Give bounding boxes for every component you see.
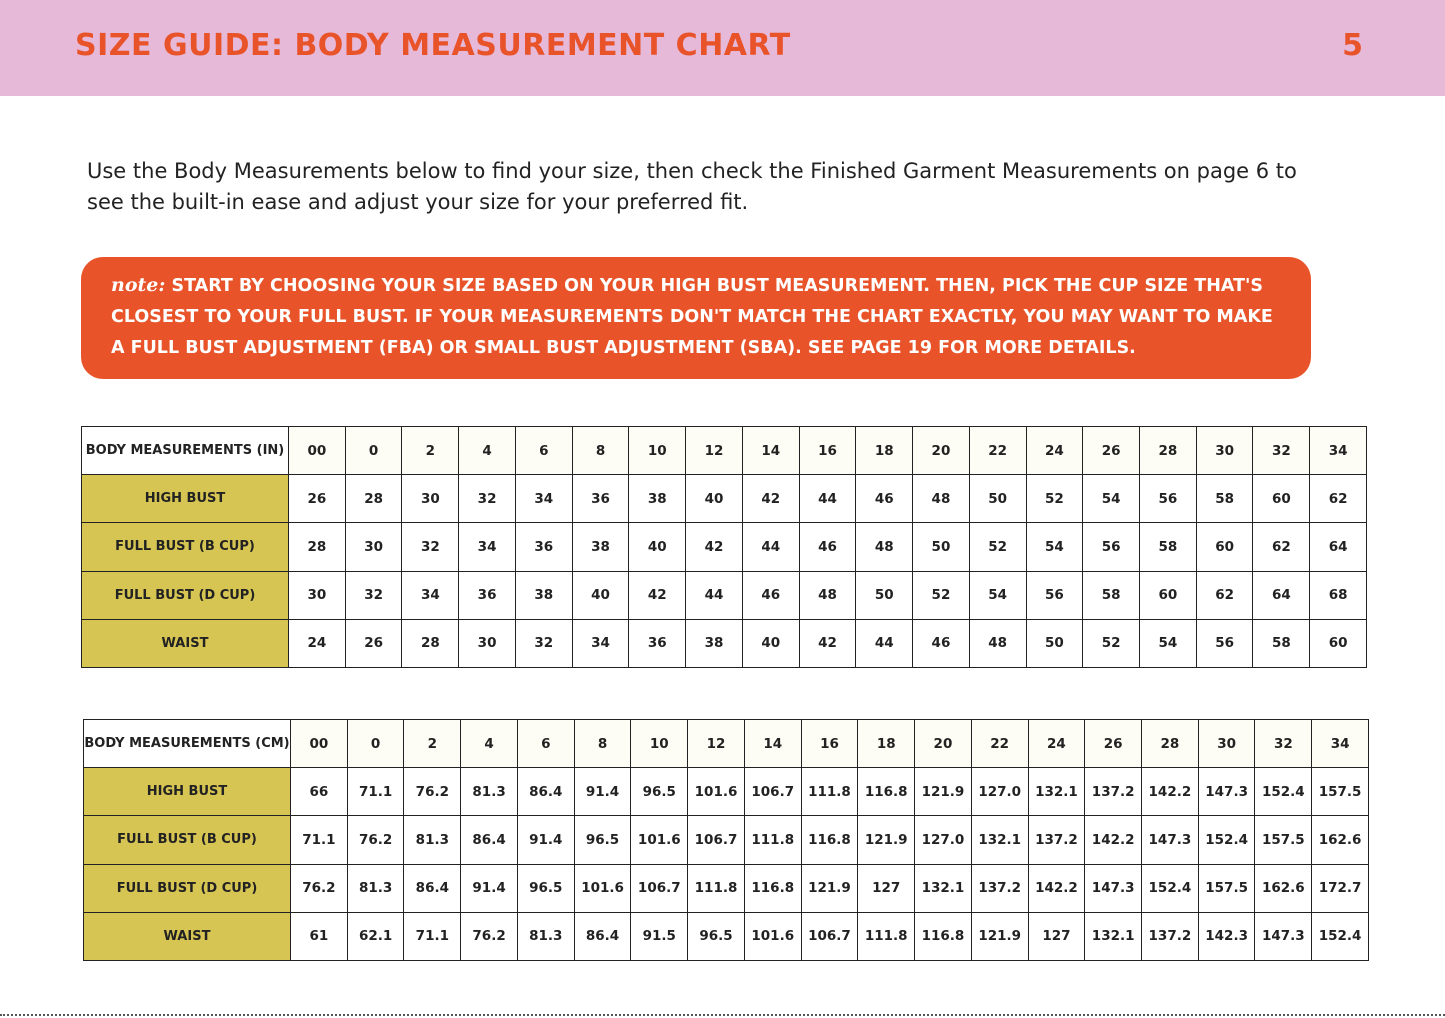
measurement-cell: 91.4 (461, 864, 518, 912)
measurement-cell: 106.7 (688, 816, 745, 864)
measurement-cell: 56 (1026, 571, 1083, 619)
measurement-cell: 56 (1140, 475, 1197, 523)
measurement-cell: 44 (856, 619, 913, 667)
measurement-cell: 111.8 (744, 816, 801, 864)
row-label: WAIST (84, 912, 291, 960)
measurement-cell: 28 (345, 475, 402, 523)
measurement-cell: 106.7 (631, 864, 688, 912)
measurement-cell: 86.4 (517, 768, 574, 816)
measurement-cell: 116.8 (744, 864, 801, 912)
measurement-cell: 62.1 (347, 912, 404, 960)
measurement-cell: 132.1 (971, 816, 1028, 864)
measurement-cell: 111.8 (858, 912, 915, 960)
measurement-cell: 52 (1026, 475, 1083, 523)
measurement-cell: 86.4 (574, 912, 631, 960)
measurement-cell: 76.2 (461, 912, 518, 960)
measurement-cell: 58 (1083, 571, 1140, 619)
page-header (0, 0, 1445, 96)
measurement-cell: 50 (856, 571, 913, 619)
measurement-cell: 54 (1083, 475, 1140, 523)
measurement-cell: 121.9 (801, 864, 858, 912)
row-label: FULL BUST (B CUP) (82, 523, 289, 571)
measurement-cell: 81.3 (461, 768, 518, 816)
measurement-cell: 91.5 (631, 912, 688, 960)
measurement-cell: 40 (742, 619, 799, 667)
measurement-cell: 54 (1026, 523, 1083, 571)
measurement-cell: 81.3 (347, 864, 404, 912)
measurement-cell: 30 (402, 475, 459, 523)
measurement-cell: 91.4 (517, 816, 574, 864)
size-header-cell: 2 (402, 427, 459, 475)
measurement-cell: 116.8 (858, 768, 915, 816)
measurement-cell: 62 (1253, 523, 1310, 571)
table-corner-label: BODY MEASUREMENTS (CM) (84, 720, 291, 768)
measurement-cell: 106.7 (744, 768, 801, 816)
measurement-cell: 81.3 (404, 816, 461, 864)
table-header-row (84, 720, 1369, 768)
measurement-cell: 30 (345, 523, 402, 571)
size-header-cell: 32 (1253, 427, 1310, 475)
size-header-cell: 30 (1196, 427, 1253, 475)
measurement-cell: 142.2 (1142, 768, 1199, 816)
measurement-cell: 71.1 (404, 912, 461, 960)
size-header-cell: 0 (347, 720, 404, 768)
measurement-cell: 36 (572, 475, 629, 523)
table-row (82, 475, 1367, 523)
measurement-cell: 96.5 (517, 864, 574, 912)
measurement-cell: 46 (856, 475, 913, 523)
size-header-cell: 00 (289, 427, 346, 475)
size-header-cell: 10 (631, 720, 688, 768)
table-row (82, 619, 1367, 667)
measurement-cell: 48 (913, 475, 970, 523)
size-header-cell: 8 (572, 427, 629, 475)
measurement-cell: 61 (291, 912, 348, 960)
measurement-cell: 152.4 (1142, 864, 1199, 912)
measurement-cell: 34 (572, 619, 629, 667)
measurement-cell: 52 (969, 523, 1026, 571)
measurement-cell: 132.1 (1028, 768, 1085, 816)
measurement-cell: 56 (1083, 523, 1140, 571)
measurement-cell: 142.3 (1198, 912, 1255, 960)
table-row (82, 523, 1367, 571)
measurement-cell: 121.9 (858, 816, 915, 864)
size-header-cell: 20 (913, 427, 970, 475)
measurement-cell: 38 (629, 475, 686, 523)
size-header-cell: 12 (686, 427, 743, 475)
measurement-cell: 111.8 (688, 864, 745, 912)
note-callout (81, 257, 1311, 379)
measurement-cell: 54 (969, 571, 1026, 619)
measurement-cell: 116.8 (801, 816, 858, 864)
measurement-cell: 71.1 (347, 768, 404, 816)
measurement-cell: 56 (1196, 619, 1253, 667)
measurement-cell: 62 (1196, 571, 1253, 619)
measurement-cell: 26 (345, 619, 402, 667)
measurement-cell: 132.1 (1085, 912, 1142, 960)
measurement-cell: 42 (629, 571, 686, 619)
measurement-cell: 101.6 (688, 768, 745, 816)
size-header-cell: 14 (744, 720, 801, 768)
size-header-cell: 18 (856, 427, 913, 475)
measurement-cell: 40 (686, 475, 743, 523)
measurement-cell: 60 (1310, 619, 1367, 667)
measurement-cell: 50 (1026, 619, 1083, 667)
measurement-cell: 62 (1310, 475, 1367, 523)
size-header-cell: 34 (1312, 720, 1369, 768)
measurement-cell: 81.3 (517, 912, 574, 960)
measurement-cell: 58 (1196, 475, 1253, 523)
measurement-cell: 127 (858, 864, 915, 912)
size-header-cell: 12 (688, 720, 745, 768)
measurement-cell: 32 (402, 523, 459, 571)
measurement-cell: 36 (459, 571, 516, 619)
measurement-cell: 30 (459, 619, 516, 667)
measurement-cell: 162.6 (1255, 864, 1312, 912)
size-header-cell: 26 (1083, 427, 1140, 475)
measurement-cell: 42 (686, 523, 743, 571)
size-header-cell: 26 (1085, 720, 1142, 768)
measurement-cell: 60 (1140, 571, 1197, 619)
measurement-cell: 64 (1253, 571, 1310, 619)
measurement-cell: 152.4 (1198, 816, 1255, 864)
row-label: FULL BUST (B CUP) (84, 816, 291, 864)
note-label: note: (111, 274, 166, 296)
measurement-cell: 127 (1028, 912, 1085, 960)
size-header-cell: 24 (1026, 427, 1083, 475)
measurement-cell: 152.4 (1312, 912, 1369, 960)
measurement-cell: 157.5 (1255, 816, 1312, 864)
size-header-cell: 24 (1028, 720, 1085, 768)
measurement-cell: 42 (742, 475, 799, 523)
measurement-cell: 101.6 (574, 864, 631, 912)
measurement-cell: 91.4 (574, 768, 631, 816)
size-header-cell: 22 (969, 427, 1026, 475)
row-label: HIGH BUST (84, 768, 291, 816)
page-number: 5 (1342, 28, 1363, 63)
measurement-cell: 50 (969, 475, 1026, 523)
measurement-cell: 32 (459, 475, 516, 523)
size-header-cell: 16 (799, 427, 856, 475)
size-header-cell: 28 (1142, 720, 1199, 768)
measurement-cell: 58 (1253, 619, 1310, 667)
measurement-cell: 132.1 (915, 864, 972, 912)
measurement-cell: 48 (799, 571, 856, 619)
row-label: FULL BUST (D CUP) (82, 571, 289, 619)
size-header-cell: 4 (461, 720, 518, 768)
measurement-cell: 147.3 (1255, 912, 1312, 960)
size-header-cell: 10 (629, 427, 686, 475)
measurement-cell: 152.4 (1255, 768, 1312, 816)
measurement-cell: 60 (1253, 475, 1310, 523)
measurement-cell: 147.3 (1198, 768, 1255, 816)
measurement-cell: 28 (402, 619, 459, 667)
measurement-cell: 172.7 (1312, 864, 1369, 912)
measurement-cell: 32 (345, 571, 402, 619)
size-header-cell: 32 (1255, 720, 1312, 768)
measurement-cell: 86.4 (404, 864, 461, 912)
measurement-cell: 46 (913, 619, 970, 667)
measurement-cell: 48 (969, 619, 1026, 667)
intro-paragraph: Use the Body Measurements below to find your size, then check the Finished Garment Measurements on page 6 to see the built-in ease and adjust your size for your preferred fit. (87, 159, 1297, 214)
page-title: SIZE GUIDE: BODY MEASUREMENT CHART (75, 28, 791, 63)
measurement-cell: 38 (686, 619, 743, 667)
measurement-cell: 101.6 (744, 912, 801, 960)
row-label: FULL BUST (D CUP) (84, 864, 291, 912)
size-header-cell: 00 (291, 720, 348, 768)
size-header-cell: 0 (345, 427, 402, 475)
measurement-cell: 121.9 (971, 912, 1028, 960)
measurement-cell: 32 (515, 619, 572, 667)
measurement-cell: 96.5 (574, 816, 631, 864)
table-row (84, 912, 1369, 960)
measurement-cell: 96.5 (631, 768, 688, 816)
row-label: HIGH BUST (82, 475, 289, 523)
measurement-cell: 30 (289, 571, 346, 619)
size-header-cell: 6 (517, 720, 574, 768)
measurement-cell: 34 (402, 571, 459, 619)
measurement-cell: 142.2 (1085, 816, 1142, 864)
size-header-cell: 30 (1198, 720, 1255, 768)
measurement-cell: 42 (799, 619, 856, 667)
measurement-cell: 162.6 (1312, 816, 1369, 864)
measurement-cell: 24 (289, 619, 346, 667)
measurement-cell: 28 (289, 523, 346, 571)
measurement-cell: 157.5 (1198, 864, 1255, 912)
measurement-cell: 50 (913, 523, 970, 571)
measurement-cell: 137.2 (971, 864, 1028, 912)
table-corner-label: BODY MEASUREMENTS (IN) (82, 427, 289, 475)
size-header-cell: 18 (858, 720, 915, 768)
size-header-cell: 20 (915, 720, 972, 768)
size-header-cell: 34 (1310, 427, 1367, 475)
measurement-cell: 137.2 (1142, 912, 1199, 960)
measurement-cell: 106.7 (801, 912, 858, 960)
measurement-cell: 54 (1140, 619, 1197, 667)
measurement-cell: 147.3 (1142, 816, 1199, 864)
measurement-cell: 121.9 (915, 768, 972, 816)
measurement-cell: 44 (686, 571, 743, 619)
size-table-inches (81, 426, 1367, 668)
measurement-cell: 116.8 (915, 912, 972, 960)
measurement-cell: 101.6 (631, 816, 688, 864)
size-header-cell: 14 (742, 427, 799, 475)
measurement-cell: 157.5 (1312, 768, 1369, 816)
measurement-cell: 44 (742, 523, 799, 571)
measurement-cell: 71.1 (291, 816, 348, 864)
measurement-cell: 76.2 (347, 816, 404, 864)
measurement-cell: 38 (515, 571, 572, 619)
measurement-cell: 66 (291, 768, 348, 816)
measurement-cell: 38 (572, 523, 629, 571)
measurement-cell: 36 (515, 523, 572, 571)
measurement-cell: 60 (1196, 523, 1253, 571)
measurement-cell: 68 (1310, 571, 1367, 619)
measurement-cell: 142.2 (1028, 864, 1085, 912)
measurement-cell: 64 (1310, 523, 1367, 571)
measurement-cell: 34 (515, 475, 572, 523)
measurement-cell: 96.5 (688, 912, 745, 960)
size-header-cell: 8 (574, 720, 631, 768)
measurement-cell: 44 (799, 475, 856, 523)
table-row (82, 571, 1367, 619)
note-text: START BY CHOOSING YOUR SIZE BASED ON YOUR HIGH BUST MEASUREMENT. THEN, PICK THE CUP SIZE THAT'S CLOSEST TO YOUR FULL BUST. IF YOUR MEASUREMENTS DON'T MATCH THE CHART EXACTLY, YOU MAY WANT TO MAKE A FULL BUST ADJUSTMENT (FBA) OR SMALL BUST ADJUSTMENT (SBA). SEE PAGE 19 FOR MORE DETAILS. (111, 276, 1273, 358)
measurement-cell: 76.2 (404, 768, 461, 816)
measurement-cell: 40 (572, 571, 629, 619)
table-header-row (82, 427, 1367, 475)
measurement-cell: 36 (629, 619, 686, 667)
table-row (84, 864, 1369, 912)
measurement-cell: 127.0 (915, 816, 972, 864)
size-header-cell: 28 (1140, 427, 1197, 475)
measurement-cell: 48 (856, 523, 913, 571)
measurement-cell: 34 (459, 523, 516, 571)
size-header-cell: 22 (971, 720, 1028, 768)
size-header-cell: 16 (801, 720, 858, 768)
size-header-cell: 2 (404, 720, 461, 768)
measurement-cell: 46 (799, 523, 856, 571)
measurement-cell: 147.3 (1085, 864, 1142, 912)
measurement-cell: 111.8 (801, 768, 858, 816)
measurement-cell: 46 (742, 571, 799, 619)
measurement-cell: 52 (913, 571, 970, 619)
measurement-cell: 40 (629, 523, 686, 571)
measurement-cell: 58 (1140, 523, 1197, 571)
measurement-cell: 52 (1083, 619, 1140, 667)
measurement-cell: 26 (289, 475, 346, 523)
page-divider (0, 1014, 1445, 1016)
table-row (84, 768, 1369, 816)
measurement-cell: 76.2 (291, 864, 348, 912)
measurement-cell: 86.4 (461, 816, 518, 864)
size-header-cell: 6 (515, 427, 572, 475)
table-row (84, 816, 1369, 864)
size-header-cell: 4 (459, 427, 516, 475)
size-table-centimeters (83, 719, 1369, 961)
measurement-cell: 137.2 (1085, 768, 1142, 816)
measurement-cell: 137.2 (1028, 816, 1085, 864)
measurement-cell: 127.0 (971, 768, 1028, 816)
row-label: WAIST (82, 619, 289, 667)
